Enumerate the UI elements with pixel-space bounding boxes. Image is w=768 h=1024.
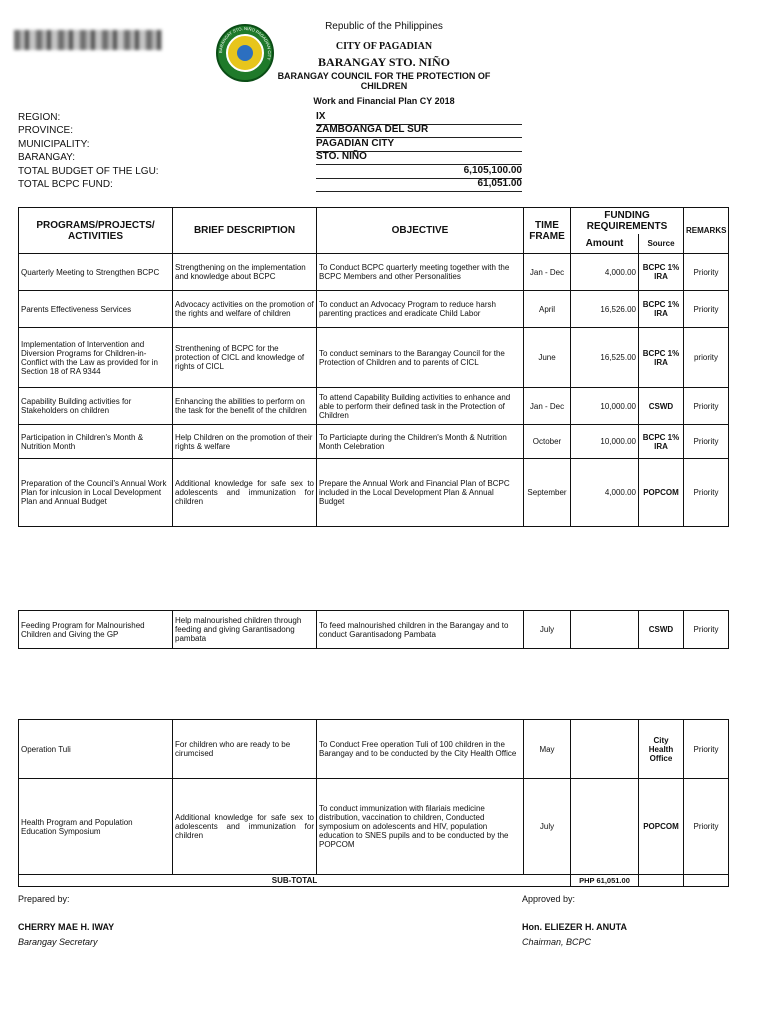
amount-cell: [571, 720, 639, 779]
council-line-1: BARANGAY COUNCIL FOR THE PROTECTION OF: [277, 71, 491, 81]
municipality-value: PAGADIAN CITY: [316, 138, 522, 152]
col-programs: PROGRAMS/PROJECTS/ ACTIVITIES: [19, 208, 173, 254]
amount-cell: [571, 611, 639, 649]
table-row: [19, 720, 729, 779]
subtotal-label: SUB-TOTAL: [19, 875, 571, 887]
objective-cell: To Conduct Free operation Tuli of 100 children in the Barangay and to be conducted by the City Health Office: [317, 720, 524, 779]
time-frame-cell: Jan - Dec: [524, 388, 571, 425]
republic-line: Republic of the Philippines: [325, 21, 443, 32]
col-funding: FUNDING REQUIREMENTS: [571, 208, 684, 234]
description-cell: Help Children on the promotion of their rights & welfare: [173, 425, 317, 459]
source-cell: BCPC 1% IRA: [639, 328, 684, 388]
description-cell: Additional knowledge for safe sex to adolescents and immunization for children: [173, 459, 317, 527]
amount-cell: [571, 779, 639, 875]
objective-cell: To Particiapte during the Children's Month & Nutrition Month Celebration: [317, 425, 524, 459]
subtotal-amount: PHP 61,051.00: [571, 875, 639, 887]
approved-by-name: Hon. ELIEZER H. ANUTA: [522, 922, 627, 932]
program-cell: Implementation of Intervention and Diversion Programs for Children-in-Conflict with the Law as provided for in Section 18 of RA 9344: [19, 328, 173, 388]
work-plan-table-health: [18, 719, 729, 887]
province-value: ZAMBOANGA DEL SUR: [316, 124, 522, 138]
barangay-value: STO. NIÑO: [316, 151, 522, 165]
fund-value: 61,051.00: [316, 178, 522, 192]
budget-value: 6,105,100.00: [316, 165, 522, 179]
remarks-cell: Priority: [684, 388, 729, 425]
program-cell: Participation in Children's Month & Nutrition Month: [19, 425, 173, 459]
table-row: [19, 459, 729, 527]
source-cell: POPCOM: [639, 779, 684, 875]
source-cell: BCPC 1% IRA: [639, 254, 684, 291]
remarks-cell: Priority: [684, 779, 729, 875]
amount-cell: 16,525.00: [571, 328, 639, 388]
program-cell: Capability Building activities for Stakeholders on children: [19, 388, 173, 425]
description-cell: Strenthening of BCPC for the protection of CICL and knowledge of rights of CICL: [173, 328, 317, 388]
prepared-by-label: Prepared by:: [18, 894, 70, 904]
council-line-2: CHILDREN: [360, 81, 408, 91]
description-cell: Help malnourished children through feeding and giving Garantisadong pambata: [173, 611, 317, 649]
prepared-by-name: CHERRY MAE H. IWAY: [18, 922, 115, 932]
description-cell: For children who are ready to be cirumcised: [173, 720, 317, 779]
time-frame-cell: October: [524, 425, 571, 459]
time-frame-cell: April: [524, 291, 571, 328]
region-label: REGION:: [18, 112, 61, 123]
col-remarks: REMARKS: [684, 208, 729, 254]
objective-cell: To attend Capability Building activities to enhance and able to perform their defined task in the Protection of Children: [317, 388, 524, 425]
objective-cell: To conduct seminars to the Barangay Council for the Protection of Children and to parents of CICL: [317, 328, 524, 388]
remarks-cell: Priority: [684, 425, 729, 459]
time-frame-cell: June: [524, 328, 571, 388]
source-cell: BCPC 1% IRA: [639, 291, 684, 328]
remarks-cell: Priority: [684, 254, 729, 291]
program-cell: Health Program and Population Education Symposium: [19, 779, 173, 875]
table-row: [19, 328, 729, 388]
province-label: PROVINCE:: [18, 125, 74, 136]
remarks-cell: priority: [684, 328, 729, 388]
amount-cell: 16,526.00: [571, 291, 639, 328]
time-frame-cell: May: [524, 720, 571, 779]
time-frame-cell: Jan - Dec: [524, 254, 571, 291]
objective-cell: To feed malnourished children in the Barangay and to conduct Garantisadong Pambata: [317, 611, 524, 649]
program-cell: Preparation of the Council's Annual Work Plan for inlcusion in Local Development Plan and Annual Budget: [19, 459, 173, 527]
description-cell: Strengthening on the implementation and knowledge about BCPC: [173, 254, 317, 291]
objective-cell: Prepare the Annual Work and Financial Plan of BCPC included in the Local Development Plan & Annual Budget: [317, 459, 524, 527]
barangay-label: BARANGAY:: [18, 152, 76, 163]
program-cell: Quarterly Meeting to Strengthen BCPC: [19, 254, 173, 291]
objective-cell: To conduct an Advocacy Program to reduce harsh parenting practices and eradicate Child Labor: [317, 291, 524, 328]
source-cell: BCPC 1% IRA: [639, 425, 684, 459]
prepared-by-title: Barangay Secretary: [18, 937, 98, 947]
approved-by-title: Chairman, BCPC: [522, 937, 592, 947]
col-description: BRIEF DESCRIPTION: [173, 208, 317, 254]
col-objective: OBJECTIVE: [317, 208, 524, 254]
region-value: IX: [316, 111, 522, 125]
city-line: CITY OF PAGADIAN: [335, 41, 433, 52]
table-row: [19, 388, 729, 425]
time-frame-cell: July: [524, 611, 571, 649]
description-cell: Advocacy activities on the promotion of the rights and welfare of children: [173, 291, 317, 328]
table-row: [19, 254, 729, 291]
remarks-cell: Priority: [684, 720, 729, 779]
table-row: [19, 291, 729, 328]
time-frame-cell: July: [524, 779, 571, 875]
objective-cell: To conduct immunization with filariais medicine distribution, vaccination to children, Conducted symposium on adolescents and HIV, population education to SNES pupils and to be conducted by the POPCOM: [317, 779, 524, 875]
time-frame-cell: September: [524, 459, 571, 527]
budget-label: TOTAL BUDGET OF THE LGU:: [18, 166, 159, 177]
table-row: [19, 425, 729, 459]
municipality-label: MUNICIPALITY:: [18, 139, 90, 150]
table-row: [19, 779, 729, 875]
amount-cell: 10,000.00: [571, 388, 639, 425]
col-amount: Amount: [571, 234, 639, 254]
program-cell: Feeding Program for Malnourished Children and Giving the GP: [19, 611, 173, 649]
remarks-cell: Priority: [684, 291, 729, 328]
source-cell: City Health Office: [639, 720, 684, 779]
work-plan-table: [18, 207, 729, 527]
table-row: [19, 611, 729, 649]
remarks-cell: Priority: [684, 459, 729, 527]
work-plan-table-continued: [18, 610, 729, 649]
source-cell: POPCOM: [639, 459, 684, 527]
plan-title: Work and Financial Plan CY 2018: [313, 96, 455, 106]
objective-cell: To Conduct BCPC quarterly meeting together with the BCPC Members and other Personalities: [317, 254, 524, 291]
col-source: Source: [639, 234, 684, 254]
program-cell: Parents Effectiveness Services: [19, 291, 173, 328]
amount-cell: 4,000.00: [571, 459, 639, 527]
amount-cell: 10,000.00: [571, 425, 639, 459]
barangay-line: BARANGAY STO. NIÑO: [318, 55, 450, 69]
subtotal-row: [19, 875, 729, 887]
col-time-frame: TIME FRAME: [524, 208, 571, 254]
source-cell: CSWD: [639, 611, 684, 649]
program-cell: Operation Tuli: [19, 720, 173, 779]
approved-by-label: Approved by:: [522, 894, 576, 904]
source-cell: CSWD: [639, 388, 684, 425]
description-cell: Enhancing the abilities to perform on the task for the benefit of the children: [173, 388, 317, 425]
fund-label: TOTAL BCPC FUND:: [18, 179, 113, 190]
description-cell: Additional knowledge for safe sex to adolescents and immunization for children: [173, 779, 317, 875]
svg-text:BARANGAY STO. NIÑO PAGADIAN CI: BARANGAY STO. NIÑO PAGADIAN CITY: [217, 25, 273, 61]
remarks-cell: Priority: [684, 611, 729, 649]
amount-cell: 4,000.00: [571, 254, 639, 291]
